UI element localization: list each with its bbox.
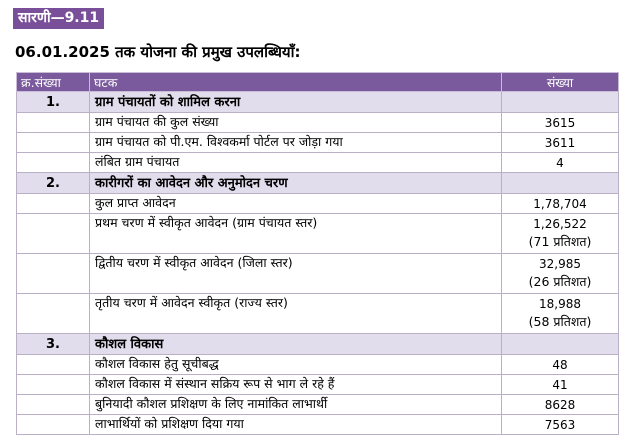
- page-heading: 06.01.2025 तक योजना की प्रमुख उपलब्धियाँ:: [15, 43, 301, 61]
- row-value: 3615: [502, 113, 619, 133]
- row-label: द्वितीय चरण में स्वीकृत आवेदन (जिला स्तर): [90, 254, 502, 294]
- serial-cell: [17, 415, 90, 435]
- table-row: [17, 214, 619, 254]
- table-row: [17, 113, 619, 133]
- row-percent: (58 प्रतिशत): [528, 314, 592, 329]
- table-header-row: [17, 73, 619, 92]
- row-value: 8628: [502, 395, 619, 415]
- section-number: 1.: [17, 92, 90, 113]
- achievements-table: [16, 72, 619, 435]
- serial-cell: [17, 254, 90, 294]
- section-number: 2.: [17, 173, 90, 194]
- section-row: [17, 334, 619, 355]
- serial-cell: [17, 355, 90, 375]
- row-value: 1,78,704: [502, 194, 619, 214]
- row-label: लाभार्थियों को प्रशिक्षण दिया गया: [90, 415, 502, 435]
- serial-cell: [17, 294, 90, 334]
- table-row: [17, 415, 619, 435]
- table-row: [17, 254, 619, 294]
- row-label: तृतीय चरण में आवेदन स्वीकृत (राज्य स्तर): [90, 294, 502, 334]
- section-title: ग्राम पंचायतों को शामिल करना: [90, 92, 502, 113]
- header-component: घटक: [90, 73, 502, 92]
- row-label: प्रथम चरण में स्वीकृत आवेदन (ग्राम पंचायत स्तर): [90, 214, 502, 254]
- row-label: बुनियादी कौशल प्रशिक्षण के लिए नामांकित लाभार्थी: [90, 395, 502, 415]
- header-serial: क्र.संख्या: [17, 73, 90, 92]
- section-number: 3.: [17, 334, 90, 355]
- section-value-empty: [502, 92, 619, 113]
- row-label: ग्राम पंचायत को पी.एम. विश्वकर्मा पोर्टल पर जोड़ा गया: [90, 133, 502, 153]
- table-row: [17, 153, 619, 173]
- row-value: 7563: [502, 415, 619, 435]
- serial-cell: [17, 194, 90, 214]
- row-label: कौशल विकास में संस्थान सक्रिय रूप से भाग ले रहे हैं: [90, 375, 502, 395]
- serial-cell: [17, 133, 90, 153]
- table-row: [17, 355, 619, 375]
- row-value: 18,988 (58 प्रतिशत): [502, 294, 619, 334]
- serial-cell: [17, 395, 90, 415]
- section-row: [17, 173, 619, 194]
- table-number-badge: सारणी—9.11: [13, 8, 104, 29]
- serial-cell: [17, 153, 90, 173]
- row-label: कौशल विकास हेतु सूचीबद्ध: [90, 355, 502, 375]
- table-row: [17, 133, 619, 153]
- section-value-empty: [502, 173, 619, 194]
- table-row: [17, 395, 619, 415]
- row-label: ग्राम पंचायत की कुल संख्या: [90, 113, 502, 133]
- serial-cell: [17, 214, 90, 254]
- serial-cell: [17, 375, 90, 395]
- section-title: कारीगरों का आवेदन और अनुमोदन चरण: [90, 173, 502, 194]
- row-percent: (26 प्रतिशत): [528, 274, 592, 289]
- row-value: 32,985 (26 प्रतिशत): [502, 254, 619, 294]
- serial-cell: [17, 113, 90, 133]
- section-title: कौशल विकास: [90, 334, 502, 355]
- table-row: [17, 294, 619, 334]
- row-value: 48: [502, 355, 619, 375]
- section-value-empty: [502, 334, 619, 355]
- table-row: [17, 194, 619, 214]
- row-value: 41: [502, 375, 619, 395]
- header-count: संख्या: [502, 73, 619, 92]
- row-percent: (71 प्रतिशत): [528, 234, 592, 249]
- row-value: 3611: [502, 133, 619, 153]
- row-value: 4: [502, 153, 619, 173]
- row-label: कुल प्राप्त आवेदन: [90, 194, 502, 214]
- row-value: 1,26,522 (71 प्रतिशत): [502, 214, 619, 254]
- section-row: [17, 92, 619, 113]
- table-row: [17, 375, 619, 395]
- row-label: लंबित ग्राम पंचायत: [90, 153, 502, 173]
